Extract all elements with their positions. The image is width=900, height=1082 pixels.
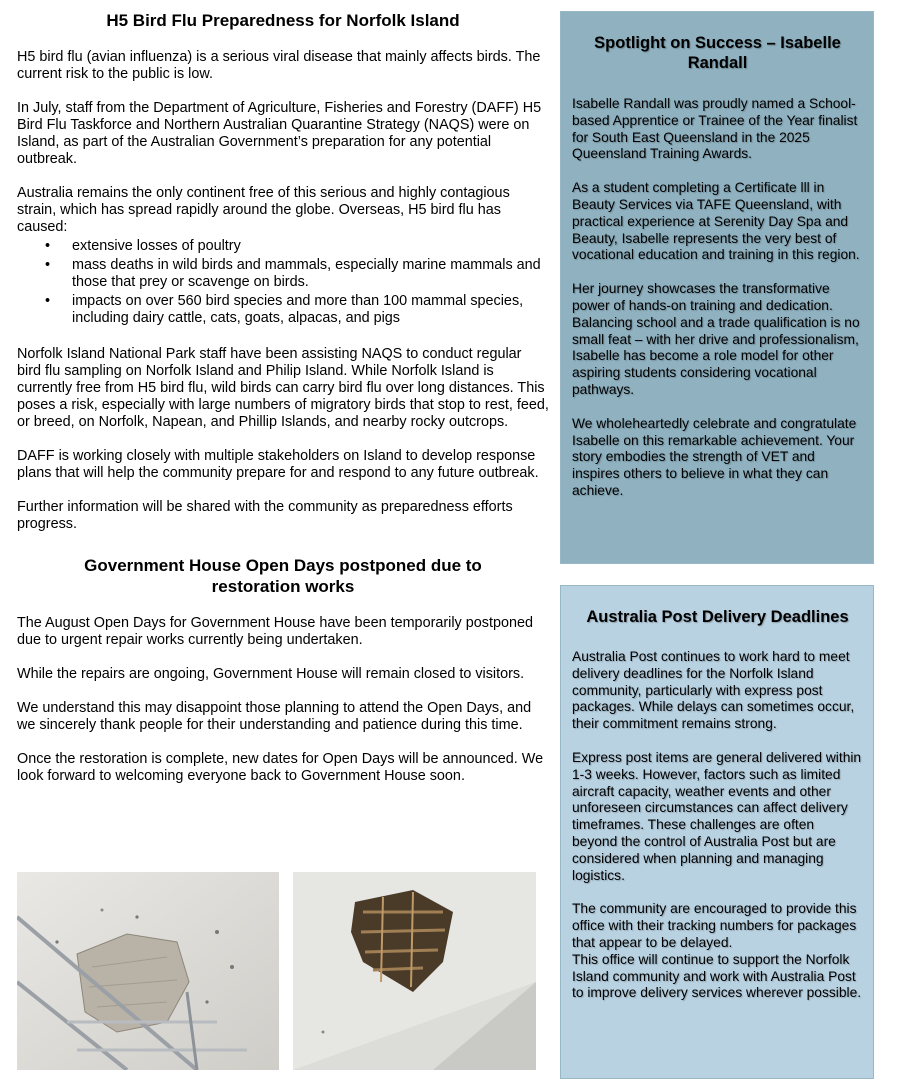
list-item: • extensive losses of poultry <box>17 238 549 255</box>
spotlight-paragraph: We wholeheartedly celebrate and congratulate Isabelle on this remarkable achievement. Your story embodies the strength of VET and inspires others to believe in what they can achieve. <box>572 415 857 498</box>
australia-post-paragraph: Express post items are general delivered within 1-3 weeks. However, factors such as limited aircraft capacity, weather events and other unforeseen circumstances can affect delivery timeframes. These challenges are often beyond the control of Australia Post but are considered when planning and managing logistics. <box>572 749 862 883</box>
bird-flu-paragraph: Further information will be shared with the community as preparedness efforts progress. <box>17 499 513 532</box>
gov-house-paragraph: We understand this may disappoint those planning to attend the Open Days, and we sincerely thank people for their understanding and patience during this time. <box>17 700 532 733</box>
bird-flu-paragraph: In July, staff from the Department of Agriculture, Fisheries and Forestry (DAFF) H5 Bird Flu Taskforce and Northern Australian Quarantine Strategy (NAQS) were on Island, as part of the Australian Government’s preparation for any potential outbreak. <box>17 100 542 167</box>
ceiling-damage-photo-hole <box>293 872 536 1070</box>
bird-flu-impacts-list <box>17 238 549 327</box>
bird-flu-title: H5 Bird Flu Preparedness for Norfolk Island <box>106 11 460 30</box>
bird-flu-paragraph: Norfolk Island National Park staff have been assisting NAQS to conduct regular bird flu sampling on Norfolk Island and Philip Island. While Norfolk Island is currently free from H5 bird flu, wild birds can carry bird flu over long distances. This poses a risk, especially with large numbers of migratory birds that stop to rest, feed, or breed, on Norfolk, Napean, and Phillip Islands, and nearby rocky outcrops. <box>17 346 549 430</box>
spotlight-paragraph: Her journey showcases the transformative power of hands-on training and dedication. Balancing school and a trade qualification is no small feat – with her drive and professionalism, Isabelle has become a role model for other aspiring students considering vocational pathways. <box>572 281 860 397</box>
gov-house-paragraph: Once the restoration is complete, new dates for Open Days will be announced. We look forward to welcoming everyone back to Government House soon. <box>17 751 544 784</box>
australia-post-paragraph: Australia Post continues to work hard to meet delivery deadlines for the Norfolk Island community, particularly with express post packages. While delays can sometimes occur, their commitment remains strong. <box>572 649 855 732</box>
spotlight-paragraph: Isabelle Randall was proudly named a School-based Apprentice or Trainee of the Year finalist for South East Queensland in the 2025 Queensland Training Awards. <box>572 96 858 162</box>
spotlight-paragraph: As a student completing a Certificate lll in Beauty Services via TAFE Queensland, with practical experience at Serenity Day Spa and Beauty, Isabelle represents the very best of vocational education and training in this region. <box>572 180 860 263</box>
australia-post-paragraph: This office will continue to support the Norfolk Island community and work with Australia Post to improve delivery services wherever possible. <box>572 951 862 1001</box>
australia-post-box <box>560 585 874 1079</box>
australia-post-paragraph: The community are encouraged to provide this office with their tracking numbers for packages that appear to be delayed. <box>572 901 857 950</box>
gov-house-paragraph: The August Open Days for Government House have been temporarily postponed due to urgent repair works currently being undertaken. <box>17 615 533 648</box>
gov-house-paragraph: While the repairs are ongoing, Government House will remain closed to visitors. <box>17 666 525 682</box>
left-column <box>17 0 549 785</box>
bird-flu-paragraph: DAFF is working closely with multiple stakeholders on Island to develop response plans that will help the community prepare for and respond to any future outbreak. <box>17 448 539 481</box>
list-item: • mass deaths in wild birds and mammals, especially marine mammals and those that prey or scavenge on birds. <box>17 257 549 291</box>
spotlight-title: Spotlight on Success – Isabelle Randall <box>594 34 841 72</box>
bird-flu-paragraph: H5 bird flu (avian influenza) is a serious viral disease that mainly affects birds. The current risk to the public is low. <box>17 49 541 82</box>
gov-house-title: Government House Open Days postponed due to restoration works <box>84 556 482 596</box>
bird-flu-paragraph: Australia remains the only continent free of this serious and highly contagious strain, which has spread rapidly around the globe. Overseas, H5 bird flu has caused: <box>17 185 510 235</box>
ceiling-damage-photo-scaffold <box>17 872 279 1070</box>
australia-post-title: Australia Post Delivery Deadlines <box>586 608 849 626</box>
spotlight-box <box>560 11 874 564</box>
list-item: • impacts on over 560 bird species and more than 100 mammal species, including dairy cattle, cats, goats, alpacas, and pigs <box>17 293 549 327</box>
